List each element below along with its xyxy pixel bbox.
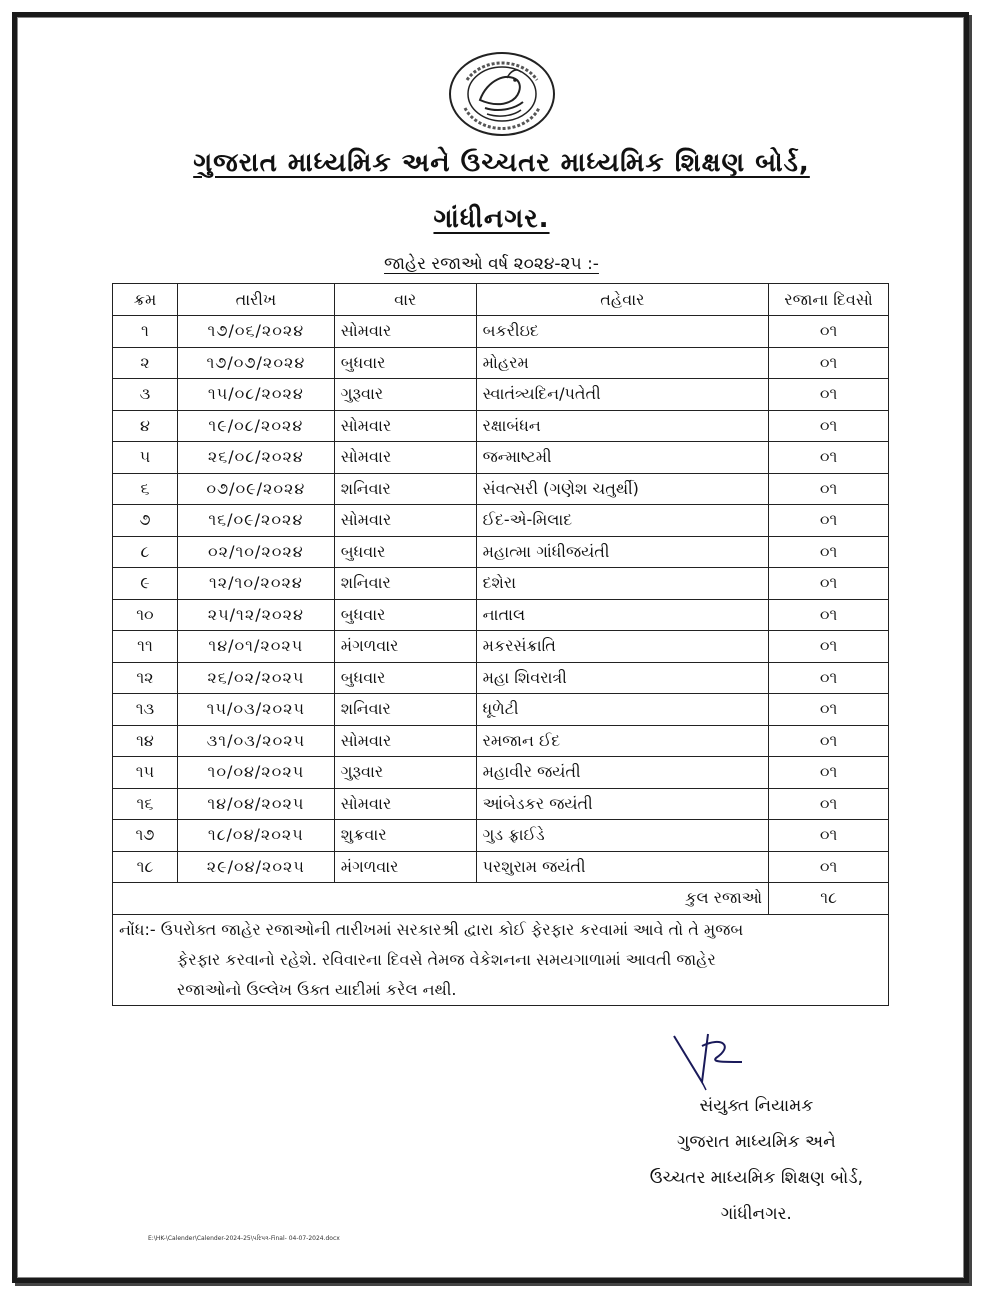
cell-serial: ૪ <box>113 410 178 442</box>
cell-holiday-days: ૦૧ <box>769 410 889 442</box>
cell-festival: સ્વાતંત્ર્યદિન/પતેતી <box>476 379 769 411</box>
cell-serial: ૧૬ <box>113 788 178 820</box>
cell-holiday-days: ૦૧ <box>769 662 889 694</box>
cell-day: શુક્રવાર <box>334 820 476 852</box>
cell-day: બુધવાર <box>334 599 476 631</box>
note-line: નોંધ:- ઉપરોક્ત જાહેર રજાઓની તારીખમાં સરકારશ્રી દ્વારા કોઈ ફેરફાર કરવામાં આવે તો તે મુજબ <box>119 919 744 939</box>
cell-day: બુધવાર <box>334 347 476 379</box>
cell-festival: મહાવીર જયંતી <box>476 757 769 789</box>
signatory-block <box>650 1088 863 1232</box>
cell-serial: ૧૦ <box>113 599 178 631</box>
table-row <box>113 631 889 663</box>
table-subtitle: જાહેર રજાઓ વર્ષ ૨૦૨૪-૨૫ :- <box>384 254 599 274</box>
cell-holiday-days: ૦૧ <box>769 788 889 820</box>
cell-serial: ૫ <box>113 442 178 474</box>
cell-holiday-days: ૦૧ <box>769 316 889 348</box>
cell-holiday-days: ૦૧ <box>769 851 889 883</box>
cell-festival: સંવત્સરી (ગણેશ ચતુર્થી) <box>476 473 769 505</box>
table-row <box>113 442 889 474</box>
signatory-city: ગાંધીનગર. <box>720 1204 792 1224</box>
cell-holiday-days: ૦૧ <box>769 442 889 474</box>
table-row <box>113 568 889 600</box>
cell-festival: બકરીઇદ <box>476 316 769 348</box>
cell-date: ૧૬/૦૯/૨૦૨૪ <box>177 505 334 537</box>
cell-holiday-days: ૦૧ <box>769 599 889 631</box>
table-row <box>113 536 889 568</box>
cell-day: ગુરૂવાર <box>334 379 476 411</box>
cell-serial: ૨ <box>113 347 178 379</box>
cell-festival: મકરસંક્રાતિ <box>476 631 769 663</box>
cell-serial: ૧૭ <box>113 820 178 852</box>
cell-serial: ૯ <box>113 568 178 600</box>
cell-holiday-days: ૦૧ <box>769 473 889 505</box>
table-header-row <box>113 284 889 316</box>
cell-day: સોમવાર <box>334 788 476 820</box>
cell-date: ૧૫/૦૩/૨૦૨૫ <box>177 694 334 726</box>
table-row <box>113 347 889 379</box>
table-row <box>113 379 889 411</box>
cell-date: ૧૮/૦૪/૨૦૨૫ <box>177 820 334 852</box>
cell-day: શનિવાર <box>334 473 476 505</box>
cell-holiday-days: ૦૧ <box>769 694 889 726</box>
cell-day: શનિવાર <box>334 568 476 600</box>
total-row <box>113 883 889 915</box>
cell-date: ૧૪/૦૪/૨૦૨૫ <box>177 788 334 820</box>
signatory-designation: સંયુક્ત નિયામક <box>699 1096 814 1116</box>
cell-festival: ધૂળેટી <box>476 694 769 726</box>
table-row <box>113 410 889 442</box>
cell-day: સોમવાર <box>334 316 476 348</box>
cell-festival: દશેરા <box>476 568 769 600</box>
cell-festival: પરશુરામ જયંતી <box>476 851 769 883</box>
cell-holiday-days: ૦૧ <box>769 505 889 537</box>
cell-serial: ૧૮ <box>113 851 178 883</box>
cell-holiday-days: ૦૧ <box>769 347 889 379</box>
file-path-footer: E:\HK-\Calender\Calender-2024-25\પરિપત્ર-Final- 04-07-2024.docx <box>148 1235 340 1242</box>
cell-holiday-days: ૦૧ <box>769 631 889 663</box>
cell-festival: મોહરમ <box>476 347 769 379</box>
cell-day: સોમવાર <box>334 410 476 442</box>
cell-festival: ગુડ ફ્રાઈડે <box>476 820 769 852</box>
cell-serial: ૧૪ <box>113 725 178 757</box>
cell-holiday-days: ૦૧ <box>769 757 889 789</box>
board-title: ગુજરાત માધ્યમિક અને ઉચ્ચતર માધ્યમિક શિક્ષણ બોર્ડ, <box>193 148 810 178</box>
cell-festival: મહા શિવરાત્રી <box>476 662 769 694</box>
table-row <box>113 788 889 820</box>
cell-date: ૧૨/૧૦/૨૦૨૪ <box>177 568 334 600</box>
cell-holiday-days: ૦૧ <box>769 568 889 600</box>
cell-day: સોમવાર <box>334 442 476 474</box>
table-row <box>113 851 889 883</box>
note-cell <box>113 914 889 1005</box>
cell-date: ૧૫/૦૮/૨૦૨૪ <box>177 379 334 411</box>
table-row <box>113 662 889 694</box>
cell-day: સોમવાર <box>334 725 476 757</box>
cell-date: ૩૧/૦૩/૨૦૨૫ <box>177 725 334 757</box>
cell-serial: ૧૧ <box>113 631 178 663</box>
cell-day: મંગળવાર <box>334 631 476 663</box>
table-row <box>113 820 889 852</box>
cell-day: સોમવાર <box>334 505 476 537</box>
board-city: ગાંધીનગર. <box>433 204 550 234</box>
cell-date: ૨૫/૧૨/૨૦૨૪ <box>177 599 334 631</box>
cell-serial: ૧૫ <box>113 757 178 789</box>
cell-date: ૧૭/૦૬/૨૦૨૪ <box>177 316 334 348</box>
cell-date: ૦૭/૦૯/૨૦૨૪ <box>177 473 334 505</box>
cell-day: મંગળવાર <box>334 851 476 883</box>
table-row <box>113 473 889 505</box>
cell-date: ૨૯/૦૪/૨૦૨૫ <box>177 851 334 883</box>
total-label: કુલ રજાઓ <box>113 883 769 915</box>
cell-holiday-days: ૦૧ <box>769 379 889 411</box>
table-row <box>113 725 889 757</box>
note-row <box>113 914 889 1005</box>
table-row <box>113 505 889 537</box>
col-header-date: તારીખ <box>177 284 334 316</box>
cell-serial: ૧૨ <box>113 662 178 694</box>
cell-holiday-days: ૦૧ <box>769 725 889 757</box>
cell-holiday-days: ૦૧ <box>769 820 889 852</box>
cell-date: ૧૭/૦૭/૨૦૨૪ <box>177 347 334 379</box>
cell-date: ૧૦/૦૪/૨૦૨૫ <box>177 757 334 789</box>
col-header-holiday-days: રજાના દિવસો <box>769 284 889 316</box>
cell-date: ૦૨/૧૦/૨૦૨૪ <box>177 536 334 568</box>
cell-day: બુધવાર <box>334 662 476 694</box>
cell-holiday-days: ૦૧ <box>769 536 889 568</box>
signatory-org-line2: ઉચ્ચતર માધ્યમિક શિક્ષણ બોર્ડ, <box>649 1168 863 1188</box>
note-line: રજાઓનો ઉલ્લેખ ઉક્ત યાદીમાં કરેલ નથી. <box>177 979 457 999</box>
cell-day: બુધવાર <box>334 536 476 568</box>
col-header-day: વાર <box>334 284 476 316</box>
cell-serial: ૮ <box>113 536 178 568</box>
holiday-table <box>112 283 889 1006</box>
cell-festival: ઈદ-એ-મિલાદ <box>476 505 769 537</box>
cell-date: ૨૬/૦૮/૨૦૨૪ <box>177 442 334 474</box>
cell-festival: નાતાલ <box>476 599 769 631</box>
cell-day: ગુરૂવાર <box>334 757 476 789</box>
signatory-org-line1: ગુજરાત માધ્યમિક અને <box>676 1132 836 1152</box>
board-seal-icon <box>447 50 557 138</box>
cell-serial: ૭ <box>113 505 178 537</box>
cell-date: ૧૪/૦૧/૨૦૨૫ <box>177 631 334 663</box>
cell-day: શનિવાર <box>334 694 476 726</box>
col-header-festival: તહેવાર <box>476 284 769 316</box>
table-row <box>113 694 889 726</box>
note-line: ફેરફાર કરવાનો રહેશે. રવિવારના દિવસે તેમજ વેકેશનના સમયગાળામાં આવતી જાહેર <box>177 949 716 969</box>
cell-serial: ૩ <box>113 379 178 411</box>
table-row <box>113 599 889 631</box>
cell-festival: જન્માષ્ટમી <box>476 442 769 474</box>
cell-festival: આંબેડકર જયંતી <box>476 788 769 820</box>
col-header-serial: ક્રમ <box>113 284 178 316</box>
table-row <box>113 757 889 789</box>
cell-date: ૨૬/૦૨/૨૦૨૫ <box>177 662 334 694</box>
cell-serial: ૧ <box>113 316 178 348</box>
cell-festival: રમજાન ઈદ <box>476 725 769 757</box>
cell-serial: ૧૩ <box>113 694 178 726</box>
cell-serial: ૬ <box>113 473 178 505</box>
total-value: ૧૮ <box>769 883 889 915</box>
table-row <box>113 316 889 348</box>
cell-date: ૧૯/૦૮/૨૦૨૪ <box>177 410 334 442</box>
cell-festival: રક્ષાબંધન <box>476 410 769 442</box>
signature-mark <box>672 1032 772 1092</box>
cell-festival: મહાત્મા ગાંધીજયંતી <box>476 536 769 568</box>
